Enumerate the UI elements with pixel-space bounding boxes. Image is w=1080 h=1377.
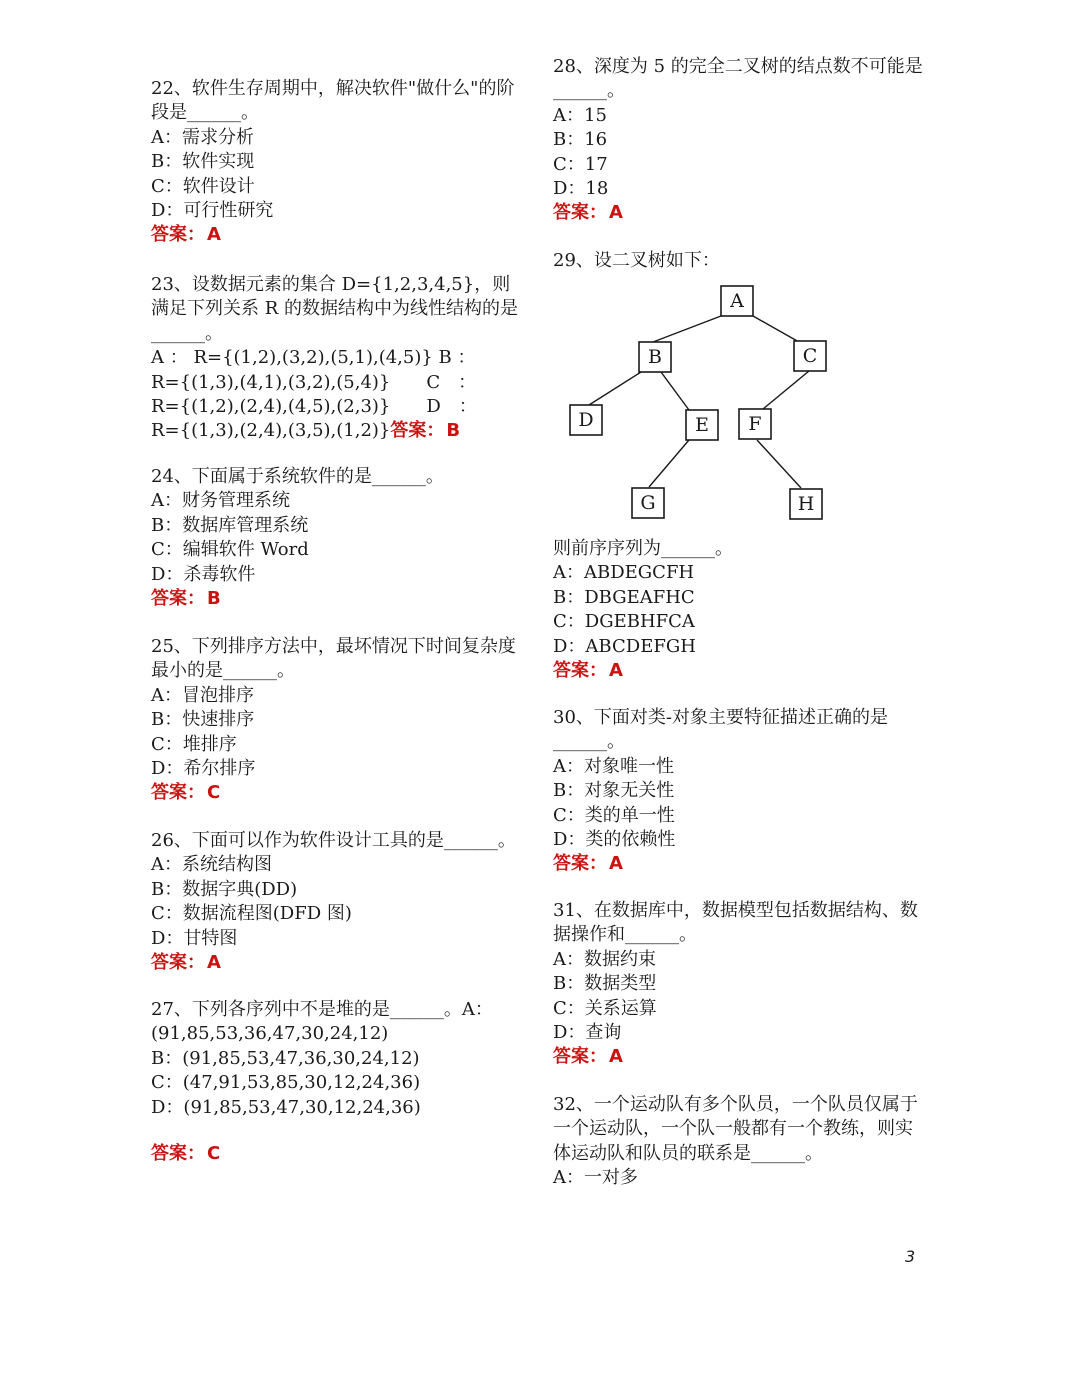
answer xyxy=(151,587,526,611)
question-30 xyxy=(553,706,928,877)
question-stem: 24、下面属于系统软件的是______。 xyxy=(151,466,444,487)
option-d: D：杀毒软件 xyxy=(151,563,256,585)
node-label-b: B xyxy=(648,346,662,368)
option-b: B：数据库管理系统 xyxy=(151,514,309,536)
answer-value: A xyxy=(609,1046,623,1068)
option-c: C：编辑软件 Word xyxy=(151,539,309,561)
tree-node-a xyxy=(721,286,753,316)
edge-b-d xyxy=(589,372,641,405)
answer-value: A xyxy=(609,853,623,875)
option-line-1: A ： R={(1,2),(3,2),(5,1),(4,5)} B ： xyxy=(151,347,476,369)
tree-node-g xyxy=(632,488,664,518)
option-line-4: R={(1,3),(2,4),(3,5),(1,2)} xyxy=(151,420,391,442)
option-d: D：类的依赖性 xyxy=(553,829,676,851)
question-25 xyxy=(151,635,526,806)
answer-label: 答案： xyxy=(553,853,607,875)
question-stem: 25、下列排序方法中，最坏情况下时间复杂度最小的是______。 xyxy=(151,636,516,682)
option-d: D：查询 xyxy=(553,1022,622,1044)
tree-node-c xyxy=(794,341,826,371)
answer-value: A xyxy=(609,202,623,224)
question-31 xyxy=(553,899,928,1070)
option-c: C：软件设计 xyxy=(151,175,255,197)
option-d: D：18 xyxy=(553,178,609,200)
option-c: C：(47,91,53,85,30,12,24,36) xyxy=(151,1072,421,1094)
node-label-g: G xyxy=(640,492,656,514)
question-29 xyxy=(553,249,928,273)
node-label-d: D xyxy=(578,409,594,431)
option-d: D：希尔排序 xyxy=(151,758,256,780)
question-27 xyxy=(151,998,526,1166)
answer-value: A xyxy=(609,660,623,682)
question-29-options xyxy=(553,537,928,683)
answer xyxy=(553,659,928,683)
answer xyxy=(151,951,526,975)
answer-label: 答案： xyxy=(151,1143,205,1165)
option-b: B：数据类型 xyxy=(553,973,657,995)
option-line-4-with-answer xyxy=(151,419,526,443)
option-a: A：需求分析 xyxy=(151,126,254,148)
option-line-3: R={(1,2),(2,4),(4,5),(2,3)} D ： xyxy=(151,396,477,418)
option-b: B：对象无关性 xyxy=(553,780,675,802)
option-a: A：数据约束 xyxy=(553,948,656,970)
answer xyxy=(553,852,928,876)
answer-value: C xyxy=(207,1143,221,1165)
option-d: D：甘特图 xyxy=(151,927,238,949)
answer-label: 答案： xyxy=(553,660,607,682)
option-b: B：(91,85,53,47,36,30,24,12) xyxy=(151,1047,420,1069)
answer xyxy=(151,1142,526,1166)
answer-label: 答案： xyxy=(553,1046,607,1068)
edge-a-c xyxy=(753,316,799,342)
option-a: A：对象唯一性 xyxy=(553,755,674,777)
answer-value: B xyxy=(207,588,221,610)
answer-label: 答案： xyxy=(151,952,205,974)
question-28 xyxy=(553,55,928,226)
edge-c-f xyxy=(763,371,809,409)
answer-label: 答案： xyxy=(151,224,205,246)
tree-node-f xyxy=(739,409,771,439)
answer-value: C xyxy=(207,782,221,804)
answer xyxy=(553,201,928,225)
option-d: D：(91,85,53,47,30,12,24,36) xyxy=(151,1096,421,1118)
node-label-e: E xyxy=(695,414,709,436)
question-26 xyxy=(151,829,526,975)
edge-e-g xyxy=(649,440,689,487)
answer xyxy=(390,420,460,441)
answer-value: B xyxy=(446,420,461,442)
tree-node-b xyxy=(639,342,671,372)
question-23 xyxy=(151,273,526,444)
option-c: C：17 xyxy=(553,153,608,175)
answer xyxy=(553,1045,928,1069)
answer-label: 答案： xyxy=(390,420,445,442)
node-label-c: C xyxy=(802,345,818,367)
question-22 xyxy=(151,77,526,248)
option-c: C：堆排序 xyxy=(151,733,237,755)
answer-value: A xyxy=(207,952,221,974)
tree-node-h xyxy=(790,489,822,519)
option-b: B：16 xyxy=(553,129,608,151)
option-a: A：15 xyxy=(553,104,607,126)
question-stem: 32、一个运动队有多个队员，一个队员仅属于一个运动队，一个队一般都有一个教练，则实体运动队和队员的联系是______。 xyxy=(553,1094,918,1164)
option-c: C：类的单一性 xyxy=(553,804,675,826)
option-a: A：冒泡排序 xyxy=(151,684,254,706)
option-b: B：软件实现 xyxy=(151,151,255,173)
answer-label: 答案： xyxy=(151,588,205,610)
answer-label: 答案： xyxy=(553,202,607,224)
question-stem: 28、深度为 5 的完全二叉树的结点数不可能是______。 xyxy=(553,56,923,102)
question-stem: 22、软件生存周期中，解决软件"做什么"的阶段是______。 xyxy=(151,78,515,124)
option-a: A：一对多 xyxy=(553,1167,638,1189)
answer-value: A xyxy=(207,224,221,246)
page-number: 3 xyxy=(905,1247,916,1266)
option-c: C：关系运算 xyxy=(553,997,657,1019)
node-label-f: F xyxy=(748,413,762,435)
question-stem: 26、下面可以作为软件设计工具的是______。 xyxy=(151,830,516,851)
question-32 xyxy=(553,1093,928,1191)
node-label-h: H xyxy=(797,493,815,515)
option-a: A：财务管理系统 xyxy=(151,490,290,512)
option-a: A：ABDEGCFH xyxy=(553,562,695,584)
option-d: D：可行性研究 xyxy=(151,200,274,222)
edge-a-b xyxy=(653,316,721,342)
option-line-2: R={(1,3),(4,1),(3,2),(5,4)} C ： xyxy=(151,371,477,393)
tree-node-d xyxy=(570,405,602,435)
node-label-a: A xyxy=(730,290,744,312)
edge-f-h xyxy=(757,440,801,488)
option-a: A：系统结构图 xyxy=(151,854,272,876)
option-c: C：数据流程图(DFD 图) xyxy=(151,903,352,925)
question-stem: 23、设数据元素的集合 D={1,2,3,4,5}，则满足下列关系 R 的数据结构中为线性结构的是______。 xyxy=(151,274,518,344)
question-stem: 27、下列各序列中不是堆的是______。A：(91,85,53,36,47,30,24,12) xyxy=(151,999,493,1045)
answer xyxy=(151,781,526,805)
question-followup: 则前序序列为______。 xyxy=(553,538,733,559)
edge-b-e xyxy=(661,372,689,410)
option-b: B：DBGEAFHC xyxy=(553,586,695,608)
tree-node-e xyxy=(686,410,718,440)
option-b: B：数据字典(DD) xyxy=(151,878,298,900)
binary-tree-diagram xyxy=(553,280,928,540)
question-24 xyxy=(151,465,526,611)
option-c: C：DGEBHFCA xyxy=(553,611,695,633)
option-b: B：快速排序 xyxy=(151,709,255,731)
answer-label: 答案： xyxy=(151,782,205,804)
option-d: D：ABCDEFGH xyxy=(553,635,696,657)
question-stem: 30、下面对类-对象主要特征描述正确的是______。 xyxy=(553,707,888,753)
answer xyxy=(151,223,526,247)
question-stem: 29、设二叉树如下： xyxy=(553,250,720,271)
question-stem: 31、在数据库中，数据模型包括数据结构、数据操作和______。 xyxy=(553,900,918,946)
